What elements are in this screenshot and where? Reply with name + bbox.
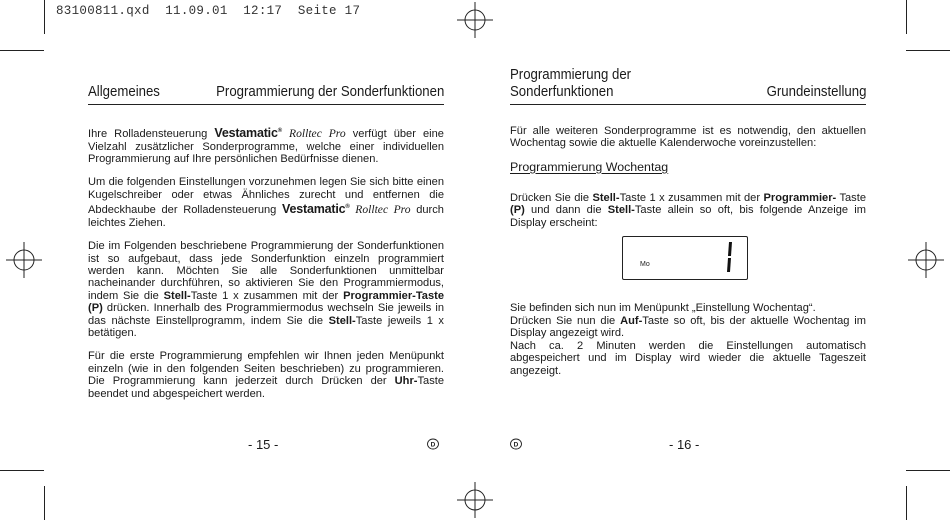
registration-mark-icon [457, 2, 493, 38]
brand-logo: Vestamatic® [214, 126, 282, 141]
product-model: Rolltec Pro [355, 203, 411, 217]
header-section: Grundeinstellung [766, 83, 866, 100]
paragraph-intro: Ihre Rolladensteuerung Vestamatic® Rolltec Pro verfügt über eine Vielzahl zusätzlicher Sonderprogramme, welche einer individuellen Programmierung auf Ihre persönlichen Bedürfnisse dienen. [88, 126, 444, 165]
paragraph-preparation: Um die folgenden Einstellungen vorzunehmen legen Sie sich bitte einen Kugelschreiber oder etwas Ähnliches zurecht und entfernen die Abdeckhaube der Rolladensteuerung Vestamatic® Rolltec Pro durch leichtes Ziehen. [88, 176, 444, 229]
page-number: - 16 - [669, 437, 700, 452]
page-15 [88, 82, 444, 411]
crop-mark [906, 0, 907, 34]
paragraph-intro: Für alle weiteren Sonderprogramme ist es notwendig, den aktuellen Wochentag sowie die aktuelle Kalenderwoche voreinzustellen: [510, 125, 866, 150]
crop-mark [44, 486, 45, 520]
display-digit [721, 241, 733, 273]
crop-mark [906, 470, 950, 471]
page-header [88, 82, 444, 105]
file-slug: 83100811.qxd 11.09.01 12:17 Seite 17 [56, 4, 361, 18]
paragraph-result: Sie befinden sich nun im Menüpunkt „Einstellung Wochentag“. Drücken Sie nun die Auf-Taste so oft, bis der aktuelle Wochentag im Display angezeigt wird. Nach ca. 2 Minuten werden die Einstellungen automatisch abgespeichert und im Display wird wieder die aktuelle Tageszeit angezeigt. [510, 302, 866, 377]
crop-mark [0, 50, 44, 51]
header-chapter: Programmierung der Sonderfunktionen [510, 66, 632, 100]
crop-mark [0, 470, 44, 471]
display-day: Mo [640, 261, 650, 268]
registration-mark-icon [6, 242, 42, 278]
section-heading: Programmierung Wochentag [510, 159, 669, 174]
language-d-icon [510, 438, 522, 450]
registration-mark-icon [908, 242, 944, 278]
crop-mark [906, 486, 907, 520]
header-section: Allgemeines [88, 83, 160, 100]
lcd-display [622, 236, 748, 280]
brand-logo: Vestamatic® [282, 202, 350, 217]
paragraph-instructions: Drücken Sie die Stell-Taste 1 x zusammen mit der Programmier- Taste (P) und dann die Stell-Taste allein so oft, bis folgende Anzeige im Display erscheint: [510, 191, 866, 229]
svg-text:D: D [513, 441, 519, 449]
page-header [510, 66, 866, 105]
paragraph-recommendation: Für die erste Programmierung empfehlen wir Ihnen jeden Menüpunkt einzeln (wie in den folgenden Seiten beschrieben) zu programmieren. Die Programmierung kann jederzeit durch Drücken der Uhr-Taste beendet und abgespeichert werden. [88, 350, 444, 400]
language-d-icon [427, 438, 439, 450]
header-chapter: Programmierung der Sonderfunktionen [215, 83, 444, 100]
crop-mark [906, 50, 950, 51]
crop-mark [44, 0, 45, 34]
paragraph-programming-mode: Die im Folgenden beschriebene Programmierung der Sonderfunktionen ist so aufgebaut, dass jede Sonderfunktion einzeln programmiert werden kann. Möchten Sie alle Sonderfunktionen unmittelbar nacheinander durchführen, so aktivieren Sie den Programmiermodus, indem Sie die Stell-Taste 1 x zusammen mit der Programmier-Taste (P) drücken. Innerhalb des Programmiermodus wechseln Sie jeweils in das nächste Einstellprogramm, indem Sie die Stell-Taste jeweils 1 x betätigen. [88, 240, 445, 339]
svg-text:D: D [430, 441, 436, 449]
page-number: - 15 - [248, 437, 279, 452]
registration-mark-icon [457, 482, 493, 518]
product-model: Rolltec Pro [289, 127, 346, 141]
